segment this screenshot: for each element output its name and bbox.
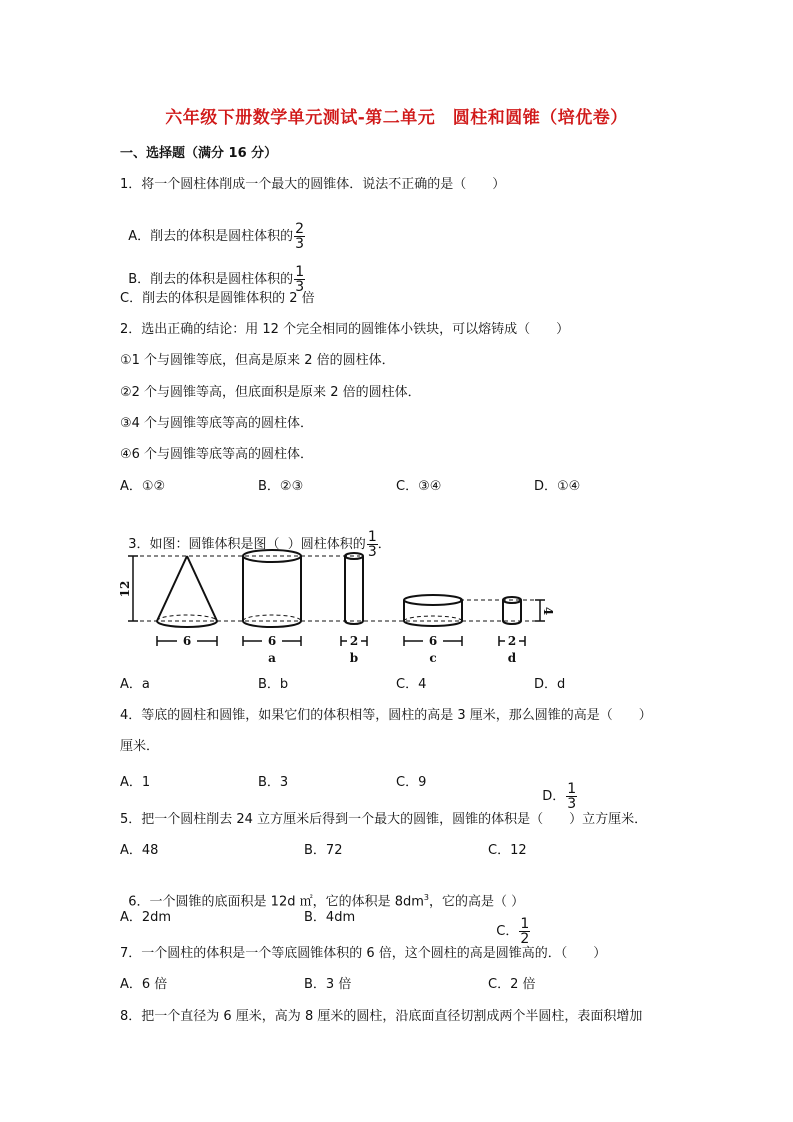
q2-option-d: D．①④ xyxy=(534,479,581,494)
q5-option-a: A．48 xyxy=(120,843,159,858)
figure-label-d: d xyxy=(507,651,517,665)
q4-option-d: D． $\frac{1}{3}$ xyxy=(542,781,577,812)
width-label: 2 xyxy=(507,634,517,648)
question-5: 5．把一个圆柱削去 24 立方厘米后得到一个最大的圆锥，圆锥的体积是（ ）立方厘米． xyxy=(120,812,648,827)
q4-option-a: A．1 xyxy=(120,775,151,790)
q4-option-c: C．9 xyxy=(396,775,427,790)
question-8: 8．把一个直径为 6 厘米，高为 8 厘米的圆柱，沿底面直径切割成两个半圆柱，表面积增加 xyxy=(120,1009,643,1024)
width-label: 2 xyxy=(349,634,359,648)
question-4-cont: 厘米． xyxy=(120,739,160,754)
q6-option-c: C． $\frac{1}{2}$ xyxy=(496,916,530,947)
section-heading: 一、选择题（满分 16 分） xyxy=(120,146,278,161)
q1-option-a-text: A．削去的体积是圆柱体积的 xyxy=(128,229,294,244)
q6-option-a: A．2dm xyxy=(120,910,172,925)
figure-label-c: c xyxy=(429,651,437,665)
q2-option-b: B．②③ xyxy=(258,479,304,494)
fraction: $\frac{1}{3}$ xyxy=(295,264,305,295)
width-label: 6 xyxy=(267,634,277,648)
q7-option-b: B．3 倍 xyxy=(304,977,352,992)
fraction: $\frac{1}{3}$ xyxy=(567,781,577,812)
figure-label-a: a xyxy=(268,651,276,665)
q6-option-b: B．4dm xyxy=(304,910,356,925)
question-1: 1．将一个圆柱体削成一个最大的圆锥体．说法不正确的是（ ） xyxy=(120,177,506,192)
q3-figure xyxy=(115,545,555,670)
q5-option-c: C．12 xyxy=(488,843,527,858)
fraction: $\frac{1}{3}$ xyxy=(367,529,377,560)
q1-option-a xyxy=(120,206,305,251)
page-title: 六年级下册数学单元测试-第二单元 圆柱和圆锥（培优卷） xyxy=(165,108,628,128)
q2-option-a: A．①② xyxy=(120,479,166,494)
width-label: 6 xyxy=(428,634,438,648)
fraction: $\frac{2}{3}$ xyxy=(295,221,305,252)
q2-statement-4: ④6 个与圆锥等底等高的圆柱体． xyxy=(120,447,314,462)
q2-statement-2: ②2 个与圆锥等高，但底面积是原来 2 倍的圆柱体． xyxy=(120,385,421,400)
q7-option-c: C．2 倍 xyxy=(488,977,536,992)
height-label-12: 12 xyxy=(118,580,132,598)
figure-label-b: b xyxy=(349,651,359,665)
q1-option-c: C．削去的体积是圆锥体积的 2 倍 xyxy=(120,291,315,306)
q4-option-b: B．3 xyxy=(258,775,289,790)
q3-option-d: D．d xyxy=(534,677,566,692)
question-7: 7．一个圆柱的体积是一个等底圆锥体积的 6 倍，这个圆柱的高是圆锥高的．（ ） xyxy=(120,946,607,961)
height-label-4: 4 xyxy=(541,606,555,616)
q5-option-b: B．72 xyxy=(304,843,343,858)
width-label: 6 xyxy=(182,634,192,648)
q7-option-a: A．6 倍 xyxy=(120,977,168,992)
q2-option-c: C．③④ xyxy=(396,479,442,494)
question-6: 6．一个圆锥的底面积是 12d ㎡，它的体积是 $8dm^3$，它的高是（ ） xyxy=(128,893,525,910)
question-4: 4．等底的圆柱和圆锥，如果它们的体积相等，圆柱的高是 3 厘米，那么圆锥的高是（ ） xyxy=(120,708,652,723)
q2-statement-3: ③4 个与圆锥等底等高的圆柱体． xyxy=(120,416,314,431)
q2-statement-1: ①1 个与圆锥等底，但高是原来 2 倍的圆柱体． xyxy=(120,353,395,368)
question-3-text: 3．如图：圆锥体积是图（ ）圆柱体积的 xyxy=(128,537,366,552)
fraction: $\frac{1}{2}$ xyxy=(520,916,530,947)
question-3: 3．如图：圆锥体积是图（ ）圆柱体积的 $\frac{1}{3}$ ． xyxy=(128,529,391,560)
q1-option-b xyxy=(120,249,305,294)
question-2: 2．选出正确的结论：用 12 个完全相同的圆锥体小铁块，可以熔铸成（ ） xyxy=(120,322,570,337)
q1-option-b-text: B．削去的体积是圆柱体积的 xyxy=(128,272,294,287)
q3-option-b: B．b xyxy=(258,677,289,692)
q3-option-c: C．4 xyxy=(396,677,427,692)
q3-option-a: A．a xyxy=(120,677,150,692)
